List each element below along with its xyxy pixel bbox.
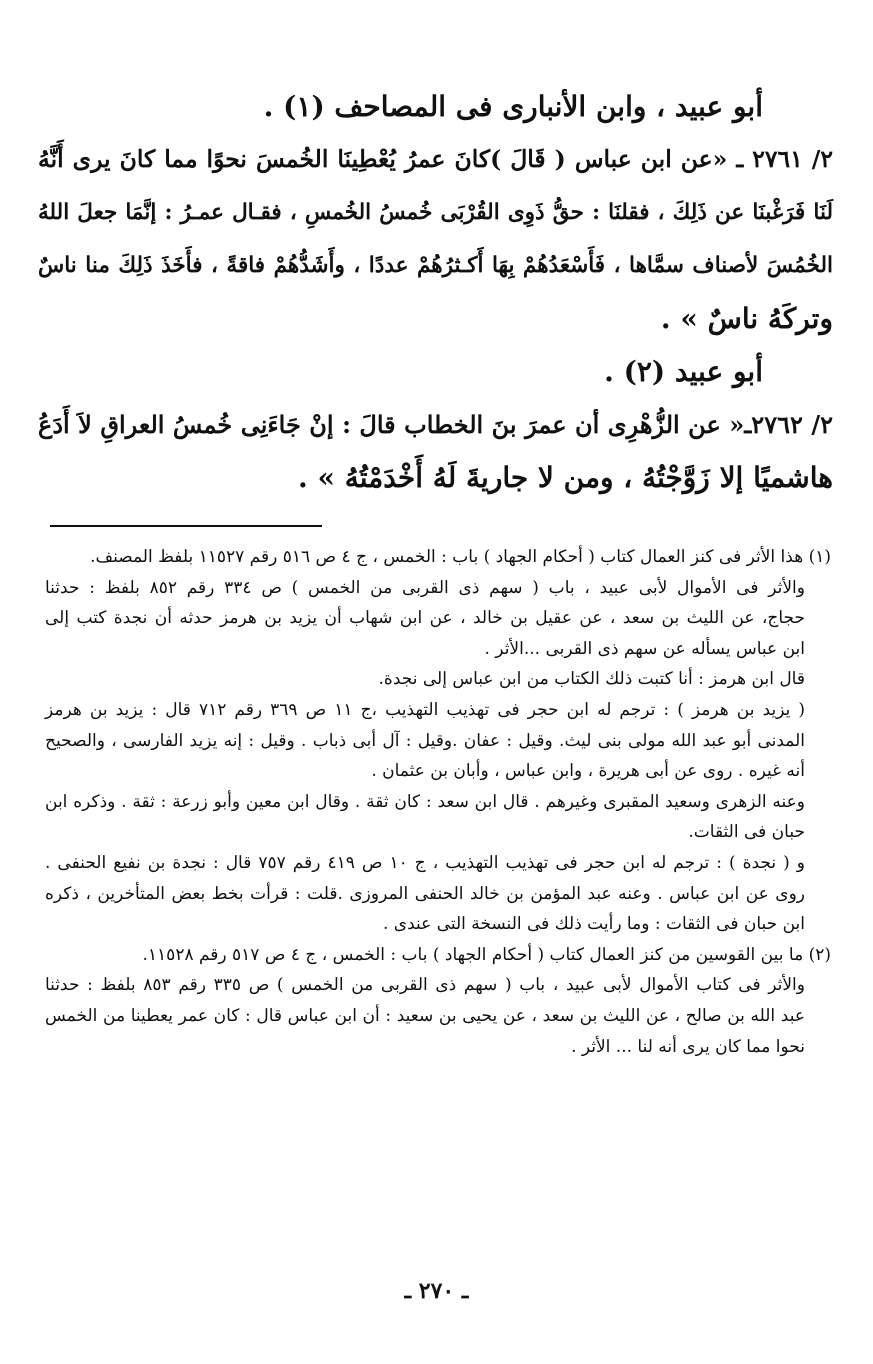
source-line: أبو عبيد (٢) . (604, 355, 763, 388)
footnote-line: (١) هذا الأثر فى كنز العمال كتاب ( أحكام الجهاد ) باب : الخمس ، ج ٤ ص ٥١٦ رقم ١١٥٢٧ بلفظ المصنف. (90, 547, 831, 567)
footnote-divider (50, 525, 322, 527)
hadith-2761-line: لَنَا فَرَغْبنَا عن ذَلِكَ ، فقلنَا : حقُّ ذَوِى القُرْبَى خُمسُ الخُمسِ ، فقـال عمـرُ : إنَّمَا جعلَ اللهُ (38, 200, 833, 225)
hadith-2761-line: ٢/ ٢٧٦١ ـ «عن ابن عباس ( قَالَ )كانَ عمرُ يُعْطِينَا الخُمسَ نحوًا مما كانَ يرى أَنَّهُ (38, 145, 833, 173)
hadith-2761-line: وتركَهُ ناسٌ » . (660, 302, 833, 335)
footnote-line: و ( نجدة ) : ترجم له ابن حجر فى تهذيب التهذيب ، ج ١٠ ص ٤١٩ رقم ٧٥٧ قال : نجدة بن نفيع الحنفى . (45, 852, 805, 873)
footnote-line: نحوا مما كان يرى أنه لنا ... الأثر . (571, 1036, 805, 1057)
footnote-line: حجاج، عن الليث بن سعد ، عن عقيل بن خالد ، عن ابن شهاب أن يزيد بن هرمز حدثه أن نجدة كتب إلى (45, 608, 805, 629)
footnote-line: قال ابن هرمز : أنا كتبت ذلك الكتاب من ابن عباس إلى نجدة. (378, 669, 805, 690)
footnote-line: ابن عباس يسأله عن سهم ذى القربى ...الأثر . (484, 638, 805, 659)
source-line: أبو عبيد ، وابن الأنبارى فى المصاحف (١) . (263, 90, 763, 123)
footnote-line: والأثر فى كتاب الأموال لأبى عبيد ، باب ( سهم ذى القربى من الخمس ) ص ٣٣٥ رقم ٨٥٣ بلفظ : حدثنا (45, 975, 805, 996)
hadith-2762-line: ٢/ ٢٧٦٢ـ« عن الزُّهْرِى أن عمرَ بنَ الخطاب قالَ : إنْ جَاءَنِى خُمسُ العراقِ لاَ أَدَعُ (38, 410, 833, 439)
footnote-line: روى عن ابن عباس . وعنه عبد المؤمن بن خالد الحنفى المروزى .قلت : قرأت بخط بعض المتأخرين ، ذكره (45, 883, 805, 904)
footnote-line: وعنه الزهرى وسعيد المقبرى وغيرهم . قال ابن سعد : كان ثقة . وقال ابن معين وأبو زرعة : ثقة . وذكره ابن (45, 791, 805, 812)
page-number: ـ ٢٧٠ ـ (404, 1278, 469, 1304)
footnote-line: (٢) ما بين القوسين من كنز العمال كتاب ( أحكام الجهاد ) باب : الخمس ، ج ٤ ص ٥١٧ رقم ١١٥٢٨. (142, 944, 831, 965)
footnote-line: عبد الله بن صالح ، عن الليث بن سعد ، عن يحيى بن سعيد : أن ابن عباس قال : كان عمر يعطينا من الخمس (45, 1005, 805, 1026)
footnote-line: ( يزيد بن هرمز ) : ترجم له ابن حجر فى تهذيب التهذيب ،ج ١١ ص ٣٦٩ رقم ٧١٢ قال : يزيد بن هرمز (45, 699, 805, 720)
hadith-2762-line: هاشميًا إلا زَوَّجْتُهُ ، ومن لا جاريةَ لَهُ أَخْدَمْتُهُ » . (297, 461, 833, 494)
hadith-2761-line: الخُمُسَ لأصناف سمَّاها ، فَأَسْعَدُهُمْ بِهَا أَكـثرُهُمْ عددًا ، وأَشَدُّهُمْ فاقةً ، فأَخَذَ ذَلِكَ منا ناسٌ (38, 253, 833, 278)
footnote-line: والأثر فى الأموال لأبى عبيد ، باب ( سهم ذى القربى من الخمس ) ص ٣٣٤ رقم ٨٥٢ بلفظ : حدثنا (45, 577, 805, 598)
footnote-line: أنه غيره . روى عن أبى هريرة ، وابن عباس ، وأبان بن عثمان . (371, 761, 805, 782)
footnote-line: المدنى أبو عبد الله مولى بنى ليث. وقيل : عفان .وقيل : آل أبى ذباب . وقيل : إنه يزيد الفارسى ، والصحيح (45, 730, 805, 751)
footnote-line: ابن حبان فى الثقات : وما رأيت ذلك فى النسخة التى عندى . (382, 914, 805, 935)
main-text (38, 80, 833, 504)
footnote-line: حبان فى الثقات. (688, 822, 805, 843)
footnotes (45, 542, 831, 1062)
